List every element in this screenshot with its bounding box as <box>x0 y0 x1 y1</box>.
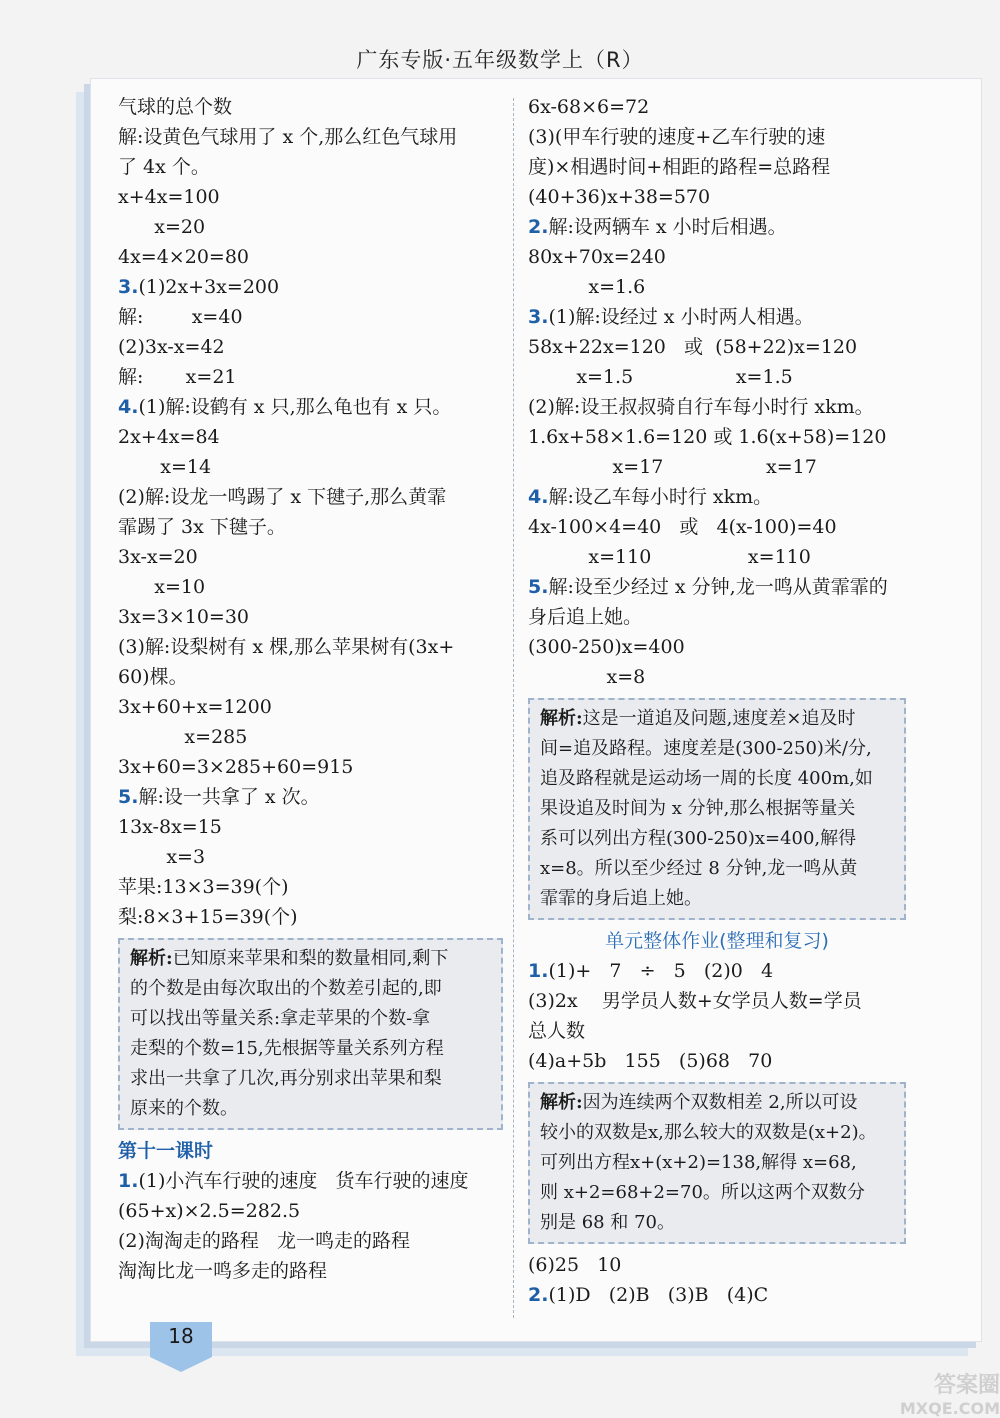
answer-text: 解:设两辆车 x 小时后相遇。 <box>548 216 787 238</box>
question-number: 1. <box>528 960 549 982</box>
answer-line <box>118 212 503 242</box>
answer-text: 13x-8x=15 <box>118 816 222 838</box>
answer-text: 4x=4×20=80 <box>118 246 250 268</box>
answer-text: (1)2x+3x=200 <box>138 276 280 298</box>
answer-line <box>528 332 906 362</box>
analysis-line: 的个数是由每次取出的个数差引起的,即 <box>130 978 442 999</box>
answer-line <box>118 752 503 782</box>
answer-line <box>528 1250 906 1280</box>
answer-line <box>118 1166 503 1196</box>
answer-text: x=14 <box>118 456 212 478</box>
answer-line <box>528 212 906 242</box>
answer-line <box>118 482 503 512</box>
question-number: 5. <box>118 786 139 808</box>
answer-line <box>118 452 503 482</box>
page-header: 广东专版·五年级数学上（R） <box>356 48 644 72</box>
answer-text: (1)解:设鹤有 x 只,那么龟也有 x 只。 <box>138 396 452 418</box>
answer-text: 解:设至少经过 x 分钟,龙一鸣从黄霏霏的 <box>548 576 888 598</box>
answer-text: 3x-x=20 <box>118 546 198 568</box>
answer-text: 3x+60=3×285+60=915 <box>118 756 354 778</box>
question-number: 2. <box>528 216 549 238</box>
answer-line <box>118 422 503 452</box>
answer-line <box>118 332 503 362</box>
answer-text: 解:设乙车每小时行 xkm。 <box>548 486 773 508</box>
watermark-title: 答案圈 <box>933 1373 1000 1398</box>
answer-line <box>528 662 906 692</box>
answer-line <box>118 872 503 902</box>
answer-text: 60)棵。 <box>118 666 188 688</box>
answer-text: x=8 <box>528 666 646 688</box>
answer-line <box>118 122 503 152</box>
answer-text: (2)淘淘走的路程 龙一鸣走的路程 <box>118 1230 411 1252</box>
answer-text: x+4x=100 <box>118 186 220 208</box>
answer-text: 了 4x 个。 <box>118 156 210 178</box>
analysis-line: 解析:已知原来苹果和梨的数量相同,剩下 <box>130 948 449 969</box>
question-number: 1. <box>118 1170 139 1192</box>
answer-text: 苹果:13×3=39(个) <box>118 876 289 898</box>
answer-text: 淘淘比龙一鸣多走的路程 <box>118 1260 328 1282</box>
answer-text: 身后追上她。 <box>528 606 643 628</box>
answer-line <box>118 362 503 392</box>
answer-text: (65+x)×2.5=282.5 <box>118 1200 301 1222</box>
answer-text: (3)(甲车行驶的速度+乙车行驶的速 <box>528 126 826 148</box>
analysis-box <box>118 938 503 1130</box>
answer-line <box>528 422 906 452</box>
answer-line <box>528 362 906 392</box>
answer-line <box>528 152 906 182</box>
answer-line <box>118 182 503 212</box>
answer-line <box>118 1256 503 1286</box>
answer-text: (1)D (2)B (3)B (4)C <box>548 1284 769 1306</box>
answer-text: 气球的总个数 <box>118 96 233 118</box>
answer-line <box>528 392 906 422</box>
answer-line <box>528 242 906 272</box>
answer-text: (2)解:设王叔叔骑自行车每小时行 xkm。 <box>528 396 874 418</box>
answer-text: 80x+70x=240 <box>528 246 666 268</box>
answer-text: x=20 <box>118 216 206 238</box>
answer-text: 解:设黄色气球用了 x 个,那么红色气球用 <box>118 126 458 148</box>
analysis-line: 求出一共拿了几次,再分别求出苹果和梨 <box>130 1068 442 1089</box>
analysis-line: 走梨的个数=15,先根据等量关系列方程 <box>130 1038 444 1059</box>
answer-text: x=110 x=110 <box>528 546 811 568</box>
answer-text: (1)小汽车行驶的速度 货车行驶的速度 <box>138 1170 469 1192</box>
answer-text: 解: x=40 <box>118 306 243 328</box>
answer-line <box>528 512 906 542</box>
answer-text: 总人数 <box>528 1020 586 1042</box>
answer-line <box>528 572 906 602</box>
answer-line <box>118 812 503 842</box>
answer-line <box>528 632 906 662</box>
analysis-line: 霏霏的身后追上她。 <box>540 888 702 909</box>
answer-line <box>118 242 503 272</box>
answer-text: x=285 <box>118 726 248 748</box>
answer-line <box>118 842 503 872</box>
answer-text: 2x+4x=84 <box>118 426 220 448</box>
answer-text: x=10 <box>118 576 206 598</box>
analysis-line: 可以找出等量关系:拿走苹果的个数-拿 <box>130 1008 431 1029</box>
answer-text: 3x+60+x=1200 <box>118 696 272 718</box>
answer-text: 4x-100×4=40 或 4(x-100)=40 <box>528 516 837 538</box>
answer-text: 解: x=21 <box>118 366 237 388</box>
analysis-line: 间=追及路程。速度差是(300-250)米/分, <box>540 738 872 759</box>
analysis-line: 则 x+2=68+2=70。所以这两个双数分 <box>540 1182 865 1203</box>
answer-line <box>118 692 503 722</box>
answer-text: 3x=3×10=30 <box>118 606 250 628</box>
question-number: 5. <box>528 576 549 598</box>
answer-line <box>118 632 503 662</box>
section-title: 单元整体作业(整理和复习) <box>605 930 829 952</box>
answer-line <box>528 1016 906 1046</box>
answer-line <box>528 482 906 512</box>
answer-text: x=3 <box>118 846 206 868</box>
answer-line <box>528 302 906 332</box>
answer-text: (2)3x-x=42 <box>118 336 225 358</box>
analysis-line: x=8。所以至少经过 8 分钟,龙一鸣从黄 <box>540 858 858 879</box>
answer-line <box>528 1046 906 1076</box>
analysis-box <box>528 698 906 920</box>
answer-line <box>118 1226 503 1256</box>
answer-text: 霏踢了 3x 下毽子。 <box>118 516 286 538</box>
question-number: 2. <box>528 1284 549 1306</box>
answer-text: (3)2x 男学员人数+女学员人数=学员 <box>528 990 862 1012</box>
answer-text: 6x-68×6=72 <box>528 96 650 118</box>
answer-text: x=1.5 x=1.5 <box>528 366 793 388</box>
answer-text: (2)解:设龙一鸣踢了 x 下毽子,那么黄霏 <box>118 486 447 508</box>
question-number: 3. <box>528 306 549 328</box>
answer-text: (1)+ 7 ÷ 5 (2)0 4 <box>548 960 774 982</box>
section-title: 第十一课时 <box>118 1140 214 1162</box>
answer-line <box>118 152 503 182</box>
answer-text: x=17 x=17 <box>528 456 817 478</box>
answer-line <box>118 722 503 752</box>
answer-text: (4)a+5b 155 (5)68 70 <box>528 1050 773 1072</box>
answer-line <box>528 602 906 632</box>
answer-line <box>118 782 503 812</box>
answer-line <box>118 272 503 302</box>
answer-text: 解:设一共拿了 x 次。 <box>138 786 320 808</box>
answer-line <box>528 452 906 482</box>
answer-line <box>118 902 503 932</box>
answer-text: (6)25 10 <box>528 1254 622 1276</box>
right-column <box>528 92 906 1310</box>
answer-text: 58x+22x=120 或 (58+22)x=120 <box>528 336 858 358</box>
analysis-line: 解析:因为连续两个双数相差 2,所以可设 <box>540 1092 858 1113</box>
analysis-line: 解析:这是一道追及问题,速度差×追及时 <box>540 708 856 729</box>
answer-line <box>528 272 906 302</box>
analysis-line: 果设追及时间为 x 分钟,那么根据等量关 <box>540 798 856 819</box>
answer-text: 1.6x+58×1.6=120 或 1.6(x+58)=120 <box>528 426 887 448</box>
analysis-line: 追及路程就是运动场一周的长度 400m,如 <box>540 768 873 789</box>
watermark-url: MXQE.COM <box>899 1399 1000 1418</box>
answer-text: (3)解:设梨树有 x 棵,那么苹果树有(3x+ <box>118 636 455 658</box>
question-number: 3. <box>118 276 139 298</box>
left-column <box>118 92 503 1286</box>
question-number: 4. <box>528 486 549 508</box>
answer-text: 梨:8×3+15=39(个) <box>118 906 298 928</box>
answer-text: (1)解:设经过 x 小时两人相遇。 <box>548 306 814 328</box>
analysis-line: 别是 68 和 70。 <box>540 1212 675 1233</box>
analysis-line: 较小的双数是x,那么较大的双数是(x+2)。 <box>540 1122 877 1143</box>
answer-line <box>118 302 503 332</box>
analysis-box <box>528 1082 906 1244</box>
answer-line <box>528 1280 906 1310</box>
answer-line <box>118 602 503 632</box>
answer-line <box>528 956 906 986</box>
analysis-line: 原来的个数。 <box>130 1098 238 1119</box>
answer-text: (300-250)x=400 <box>528 636 685 658</box>
watermark-logo <box>870 1368 1000 1418</box>
answer-text: (40+36)x+38=570 <box>528 186 711 208</box>
answer-line <box>528 986 906 1016</box>
analysis-label: 解析: <box>540 1092 583 1113</box>
analysis-label: 解析: <box>540 708 583 729</box>
analysis-line: 可列出方程x+(x+2)=138,解得 x=68, <box>540 1152 857 1173</box>
answer-line <box>118 542 503 572</box>
answer-line <box>118 1196 503 1226</box>
answer-text: x=1.6 <box>528 276 646 298</box>
question-number: 4. <box>118 396 139 418</box>
answer-text: 度)×相遇时间+相距的路程=总路程 <box>528 156 831 178</box>
answer-line <box>118 512 503 542</box>
answer-line <box>528 92 906 122</box>
answer-line <box>118 572 503 602</box>
answer-line <box>528 122 906 152</box>
analysis-line: 系可以列出方程(300-250)x=400,解得 <box>540 828 857 849</box>
analysis-label: 解析: <box>130 948 173 969</box>
answer-line <box>528 542 906 572</box>
column-divider <box>513 98 514 1318</box>
answer-line <box>528 182 906 212</box>
page-number: 18 <box>168 1324 194 1348</box>
answer-line <box>118 92 503 122</box>
answer-line <box>118 392 503 422</box>
answer-line <box>118 662 503 692</box>
